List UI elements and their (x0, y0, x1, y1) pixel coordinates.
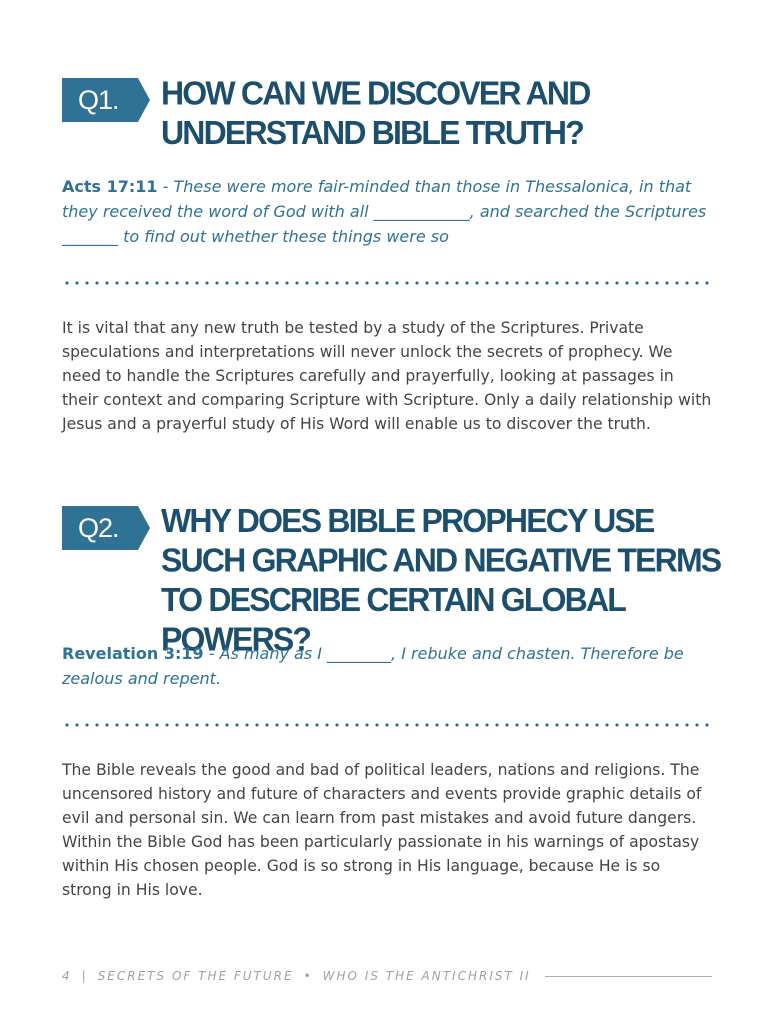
question-1-tag: Q1. (62, 78, 138, 122)
question-2-verse-text: - As many as I ________, I rebuke and chasten. Therefore be zealous and repent. (62, 644, 684, 688)
question-2-verse (62, 641, 707, 691)
footer-chapter-title: WHO IS THE ANTICHRIST II (322, 969, 531, 983)
question-2-body: The Bible reveals the good and bad of political leaders, nations and religions. The uncensored history and future of characters and events provide graphic details of evil and personal sin. We can learn from past mistakes and avoid future dangers. Within the Bible God has been particularly passionate in his warnings of apostasy within His chosen people. God is so strong in His language, because He is so strong in His love. (62, 761, 702, 899)
footer-book-title: SECRETS OF THE FUTURE (97, 969, 294, 983)
question-2-divider (62, 723, 710, 727)
question-1-body: It is vital that any new truth be tested by a study of the Scriptures. Private speculations and interpretations will never unlock the secrets of prophecy. We need to handle the Scriptures carefully and prayerfully, looking at passages in their context and comparing Scripture with Scripture. Only a daily relationship with Jesus and a prayerful study of His Word will enable us to discover the truth. (62, 319, 712, 433)
page-number: 4 (62, 969, 72, 983)
question-1-verse-text: - These were more fair-minded than those in Thessalonica, in that they received the word of God with all ____________, and searched the Scriptures _______ to find out whether these things were so (62, 177, 707, 246)
question-1-divider (62, 281, 710, 285)
footer-bullet: • (303, 969, 313, 983)
question-1-verse (62, 174, 707, 249)
page-footer (62, 966, 712, 986)
footer-separator: | (81, 969, 88, 983)
question-1-title: HOW CAN WE DISCOVER AND UNDERSTAND BIBLE TRUTH? (161, 74, 590, 152)
question-1-verse-reference: Acts 17:11 (62, 177, 158, 196)
question-2-title: WHY DOES BIBLE PROPHECY USE SUCH GRAPHIC AND NEGATIVE TERMS TO DESCRIBE CERTAIN GLOBAL POWERS? (161, 502, 721, 658)
footer-rule (545, 976, 712, 977)
question-2-verse-reference: Revelation 3:19 (62, 644, 204, 663)
question-2-tag: Q2. (62, 506, 138, 550)
